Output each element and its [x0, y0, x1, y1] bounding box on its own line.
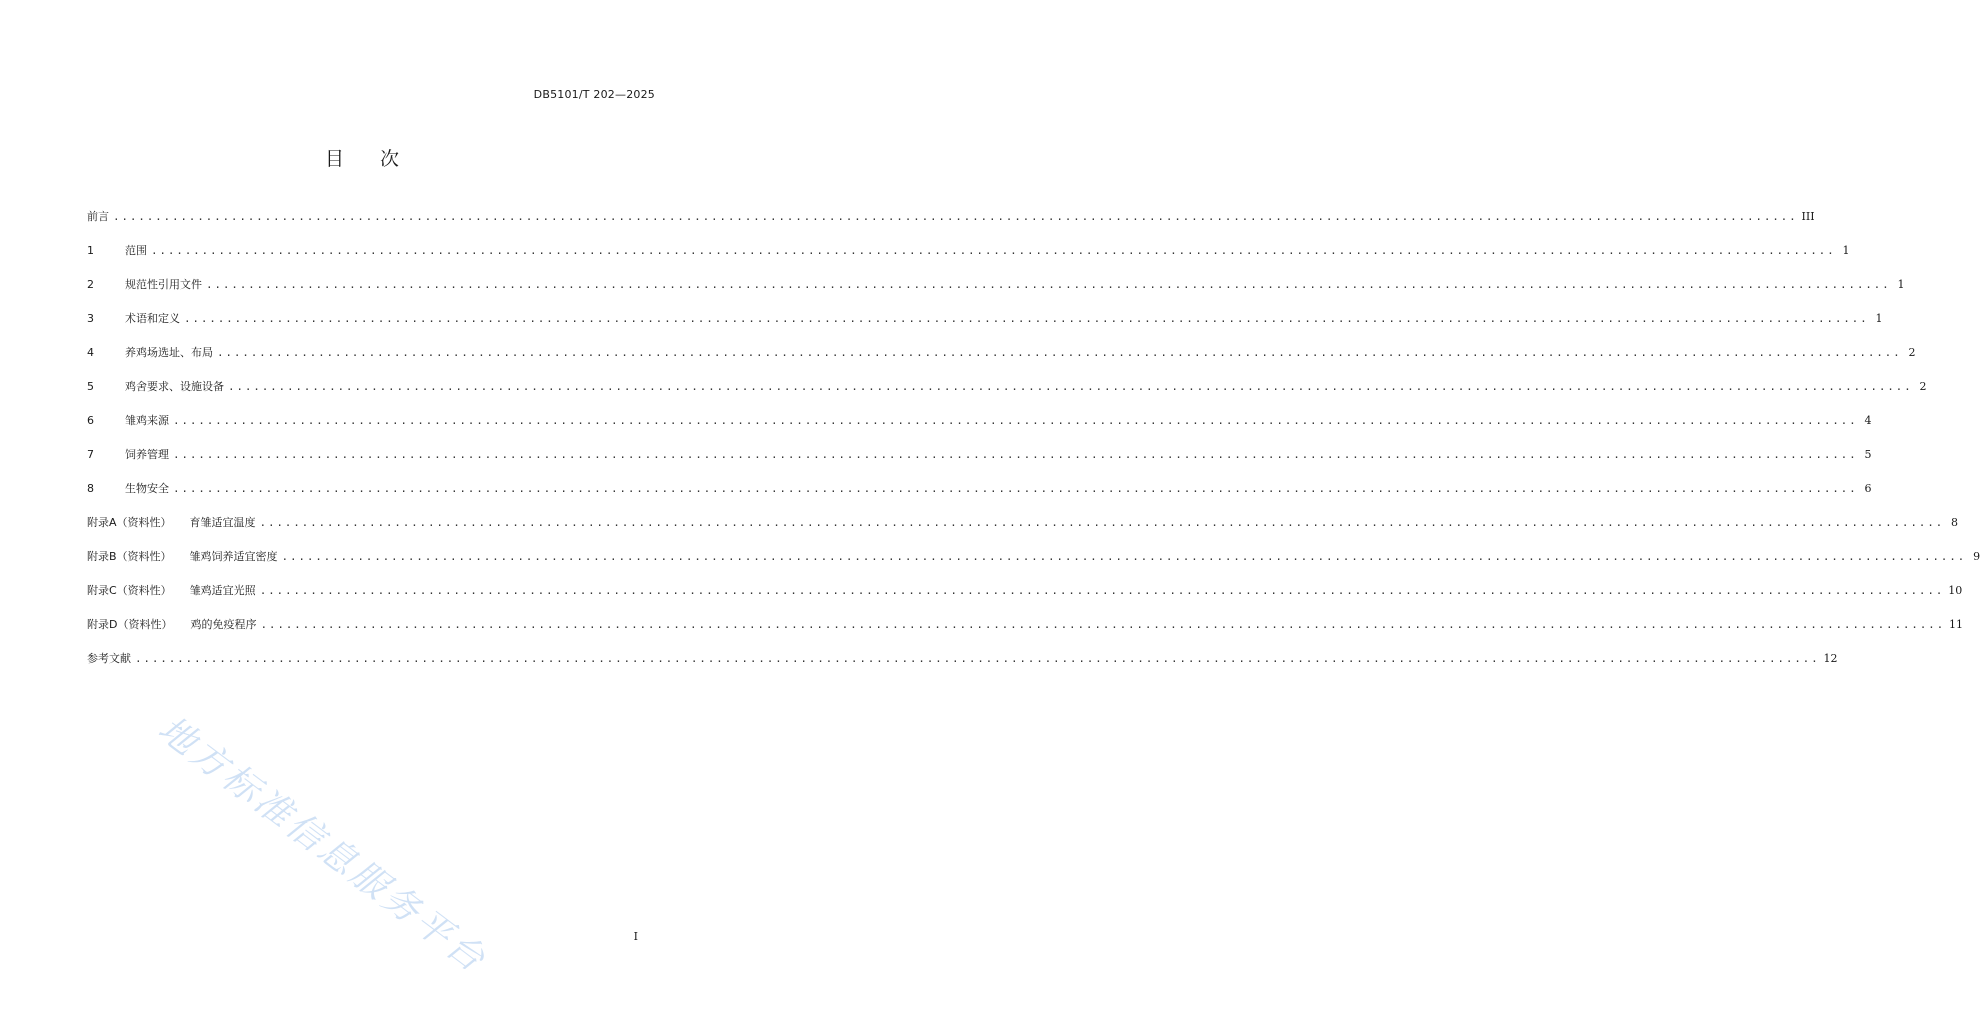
toc-leader-dots: ........................................................................................................................................................................................................ [259, 584, 1945, 597]
toc-entry[interactable] [87, 412, 1872, 446]
toc-entry[interactable] [87, 242, 1850, 276]
toc-entry-label [87, 242, 147, 258]
toc-entry[interactable] [87, 446, 1872, 480]
toc-entry[interactable] [87, 616, 1963, 650]
toc-page-number: III [1801, 210, 1815, 223]
toc-section-number: 1 [87, 244, 94, 257]
toc-leader-dots: ........................................................................................................................................................................................................ [151, 244, 1836, 257]
toc-page-number: 1 [1875, 312, 1883, 325]
toc-appendix-label: 附录D（资料性） [87, 618, 173, 631]
toc-entry[interactable] [87, 344, 1916, 378]
toc-entry-title: 鸡的免疫程序 [190, 618, 257, 631]
toc-leader-dots: ........................................................................................................................................................................................................ [281, 550, 1967, 563]
toc-page-number: 2 [1919, 380, 1927, 393]
toc-entry-label [87, 412, 169, 428]
toc-section-number: 7 [87, 448, 94, 461]
toc-entry[interactable] [87, 480, 1872, 514]
toc-page-number: 11 [1949, 618, 1963, 631]
toc-page-number: 1 [1897, 278, 1905, 291]
toc-entry-label [87, 446, 169, 462]
toc-leader-dots: ........................................................................................................................................................................................................ [173, 448, 1858, 461]
toc-entry[interactable] [87, 310, 1883, 344]
toc-entry-title: 鸡舍要求、设施设备 [125, 380, 224, 393]
toc-entry-title: 饲养管理 [125, 448, 169, 461]
toc-section-number: 2 [87, 278, 94, 291]
toc-entry-label [87, 310, 180, 326]
toc-leader-dots: ........................................................................................................................................................................................................ [259, 516, 1945, 529]
toc-entry-label [87, 208, 109, 224]
toc-leader-dots: ........................................................................................................................................................................................................ [173, 482, 1858, 495]
toc-entry-label [87, 650, 131, 666]
toc-entry-title: 养鸡场选址、布局 [125, 346, 213, 359]
toc-page-number: 5 [1864, 448, 1872, 461]
toc-entry[interactable] [87, 514, 1959, 548]
toc-entry-label [87, 276, 202, 292]
watermark: 地方标准信息服务平台 [150, 708, 495, 982]
toc-entry[interactable] [87, 276, 1905, 310]
toc-page-number: 6 [1864, 482, 1872, 495]
toc-section-number: 3 [87, 312, 94, 325]
toc-page-number: 9 [1973, 550, 1980, 563]
toc-page-number: 2 [1908, 346, 1916, 359]
toc-appendix-label: 附录C（资料性） [87, 584, 172, 597]
toc-leader-dots: ........................................................................................................................................................................................................ [260, 618, 1945, 631]
toc-leader-dots: ........................................................................................................................................................................................................ [206, 278, 1891, 291]
toc-leader-dots: ........................................................................................................................................................................................................ [217, 346, 1902, 359]
document-code: DB5101/T 202—2025 [533, 88, 655, 101]
toc-entry-label [87, 344, 213, 360]
toc-page-number: 12 [1823, 652, 1838, 665]
toc-leader-dots: ........................................................................................................................................................................................................ [228, 380, 1913, 393]
toc-section-number: 8 [87, 482, 94, 495]
toc-entry-title: 雏鸡适宜光照 [189, 584, 256, 597]
toc-entry-label [87, 582, 256, 598]
toc-leader-dots: ........................................................................................................................................................................................................ [173, 414, 1858, 427]
toc-entry-title: 规范性引用文件 [125, 278, 202, 291]
toc-entry-label [87, 480, 169, 496]
toc-entry[interactable] [87, 582, 1963, 616]
toc-appendix-label: 附录B（资料性） [87, 550, 172, 563]
page-title: 目次 [324, 148, 435, 170]
toc-entry-title: 范围 [125, 244, 147, 257]
toc-entry-label [87, 514, 256, 530]
toc-leader-dots: ........................................................................................................................................................................................................ [113, 210, 1798, 223]
toc-entry[interactable] [87, 548, 1980, 582]
toc-entry-title: 雏鸡来源 [125, 414, 169, 427]
toc-section-number: 5 [87, 380, 94, 393]
toc-entry[interactable] [87, 378, 1927, 412]
toc-page-number: 1 [1842, 244, 1850, 257]
toc-section-number: 4 [87, 346, 94, 359]
toc-entry-label [87, 548, 278, 564]
toc-entry-title: 生物安全 [125, 482, 169, 495]
toc-entry-title: 前言 [87, 210, 109, 223]
page-number: I [633, 930, 638, 943]
toc-entry-label [87, 378, 224, 394]
table-of-contents [87, 208, 1980, 684]
toc-leader-dots: ........................................................................................................................................................................................................ [135, 652, 1820, 665]
toc-leader-dots: ........................................................................................................................................................................................................ [184, 312, 1869, 325]
toc-section-number: 6 [87, 414, 94, 427]
toc-entry[interactable] [87, 208, 1815, 242]
toc-entry-title: 育雏适宜温度 [189, 516, 256, 529]
toc-page-number: 10 [1948, 584, 1963, 597]
toc-entry-label [87, 616, 256, 632]
toc-entry-title: 参考文献 [87, 652, 131, 665]
toc-entry-title: 雏鸡饲养适宜密度 [189, 550, 278, 563]
toc-entry[interactable] [87, 650, 1838, 684]
toc-appendix-label: 附录A（资料性） [87, 516, 172, 529]
toc-entry-title: 术语和定义 [125, 312, 180, 325]
toc-page-number: 8 [1951, 516, 1959, 529]
toc-page-number: 4 [1864, 414, 1872, 427]
